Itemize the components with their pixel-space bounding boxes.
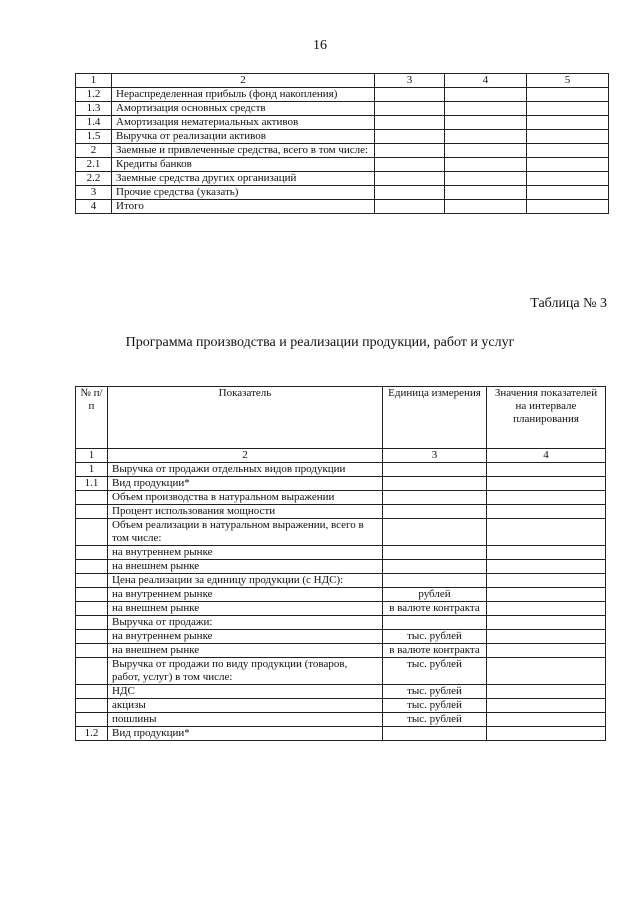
row-text: Цена реализации за единицу продукции (с НДС):: [108, 574, 383, 588]
header-cell: Единица измерения: [383, 387, 487, 449]
row-unit: [383, 546, 487, 560]
row-number: [76, 685, 108, 699]
row-text: на внешнем рынке: [108, 560, 383, 574]
row-number: [76, 658, 108, 685]
table-row: [76, 463, 606, 477]
table-row: [76, 519, 606, 546]
row-text: Выручка от продажи:: [108, 616, 383, 630]
table-header-row: [76, 387, 606, 449]
row-text: Амортизация основных средств: [112, 102, 375, 116]
row-text: Выручка от реализации активов: [112, 130, 375, 144]
row-unit: [383, 491, 487, 505]
row-number: 2.1: [76, 158, 112, 172]
row-unit: тыс. рублей: [383, 685, 487, 699]
row-text: Заемные средства других организаций: [112, 172, 375, 186]
row-text: пошлины: [108, 713, 383, 727]
row-text: акцизы: [108, 699, 383, 713]
page-number: 16: [313, 38, 327, 53]
row-text: Выручка от продажи по виду продукции (товаров, работ, услуг) в том числе:: [108, 658, 383, 685]
column-number: 1: [76, 449, 108, 463]
column-number-row: [76, 449, 606, 463]
table-row: [76, 130, 609, 144]
row-unit: тыс. рублей: [383, 713, 487, 727]
row-number: 4: [76, 200, 112, 214]
row-unit: [383, 727, 487, 741]
header-cell: Показатель: [108, 387, 383, 449]
column-number: 4: [487, 449, 606, 463]
column-number: 3: [383, 449, 487, 463]
row-text: на внутреннем рынке: [108, 588, 383, 602]
table-row: [76, 102, 609, 116]
row-number: [76, 574, 108, 588]
table-row: [76, 630, 606, 644]
header-cell: 1: [76, 74, 112, 88]
row-unit: [383, 505, 487, 519]
row-text: Кредиты банков: [112, 158, 375, 172]
table-row: [76, 88, 609, 102]
row-text: Нераспределенная прибыль (фонд накопления): [112, 88, 375, 102]
row-unit: тыс. рублей: [383, 630, 487, 644]
table-row: [76, 200, 609, 214]
table-row: [76, 560, 606, 574]
table-label: Таблица № 3: [530, 296, 607, 311]
row-unit: [383, 574, 487, 588]
table-title: Программа производства и реализации продукции, работ и услуг: [125, 335, 515, 350]
table-row: [76, 116, 609, 130]
header-cell: 3: [375, 74, 445, 88]
row-text: Прочие средства (указать): [112, 186, 375, 200]
table-row: [76, 644, 606, 658]
row-text: НДС: [108, 685, 383, 699]
row-number: 2.2: [76, 172, 112, 186]
row-number: 1.3: [76, 102, 112, 116]
table-row: [76, 491, 606, 505]
row-text: на внешнем рынке: [108, 644, 383, 658]
row-number: 1.5: [76, 130, 112, 144]
table-row: [76, 144, 609, 158]
row-text: Амортизация нематериальных активов: [112, 116, 375, 130]
table-row: [76, 658, 606, 685]
row-unit: в валюте контракта: [383, 602, 487, 616]
row-unit: [383, 463, 487, 477]
sources-table: [75, 73, 609, 214]
table-row: [76, 727, 606, 741]
row-text: Вид продукции*: [108, 727, 383, 741]
row-text: Выручка от продажи отдельных видов продукции: [108, 463, 383, 477]
header-cell: 2: [112, 74, 375, 88]
row-number: [76, 505, 108, 519]
row-number: [76, 519, 108, 546]
row-unit: [383, 477, 487, 491]
table-row: [76, 685, 606, 699]
row-number: [76, 560, 108, 574]
table-row: [76, 158, 609, 172]
table-row: [76, 477, 606, 491]
row-number: 1.2: [76, 88, 112, 102]
row-number: 3: [76, 186, 112, 200]
header-cell: 5: [527, 74, 609, 88]
table-row: [76, 186, 609, 200]
header-cell: № п/п: [76, 387, 108, 449]
header-cell: 4: [445, 74, 527, 88]
row-unit: тыс. рублей: [383, 658, 487, 685]
row-text: Процент использования мощности: [108, 505, 383, 519]
table-row: [76, 616, 606, 630]
row-text: Вид продукции*: [108, 477, 383, 491]
row-number: [76, 630, 108, 644]
row-unit: [383, 519, 487, 546]
row-number: [76, 713, 108, 727]
row-number: [76, 699, 108, 713]
table-header-row: [76, 74, 609, 88]
row-text: Заемные и привлеченные средства, всего в том числе:: [112, 144, 375, 158]
row-number: [76, 491, 108, 505]
row-number: 1.1: [76, 477, 108, 491]
row-number: [76, 546, 108, 560]
row-unit: в валюте контракта: [383, 644, 487, 658]
row-number: [76, 588, 108, 602]
row-unit: тыс. рублей: [383, 699, 487, 713]
table-row: [76, 172, 609, 186]
table-row: [76, 699, 606, 713]
row-text: Объем реализации в натуральном выражении, всего в том числе:: [108, 519, 383, 546]
row-text: Итого: [112, 200, 375, 214]
row-text: на внешнем рынке: [108, 602, 383, 616]
row-unit: [383, 560, 487, 574]
table-row: [76, 602, 606, 616]
row-text: на внутреннем рынке: [108, 546, 383, 560]
table-row: [76, 588, 606, 602]
table-row: [76, 505, 606, 519]
row-number: 2: [76, 144, 112, 158]
row-number: 1: [76, 463, 108, 477]
table-row: [76, 713, 606, 727]
row-number: 1.4: [76, 116, 112, 130]
row-number: [76, 616, 108, 630]
row-number: 1.2: [76, 727, 108, 741]
row-number: [76, 602, 108, 616]
table-row: [76, 574, 606, 588]
row-unit: [383, 616, 487, 630]
row-number: [76, 644, 108, 658]
production-table: [75, 386, 606, 741]
row-text: на внутреннем рынке: [108, 630, 383, 644]
column-number: 2: [108, 449, 383, 463]
header-cell: Значения показателей на интервале планирования: [487, 387, 606, 449]
row-unit: рублей: [383, 588, 487, 602]
row-text: Объем производства в натуральном выражении: [108, 491, 383, 505]
table-row: [76, 546, 606, 560]
